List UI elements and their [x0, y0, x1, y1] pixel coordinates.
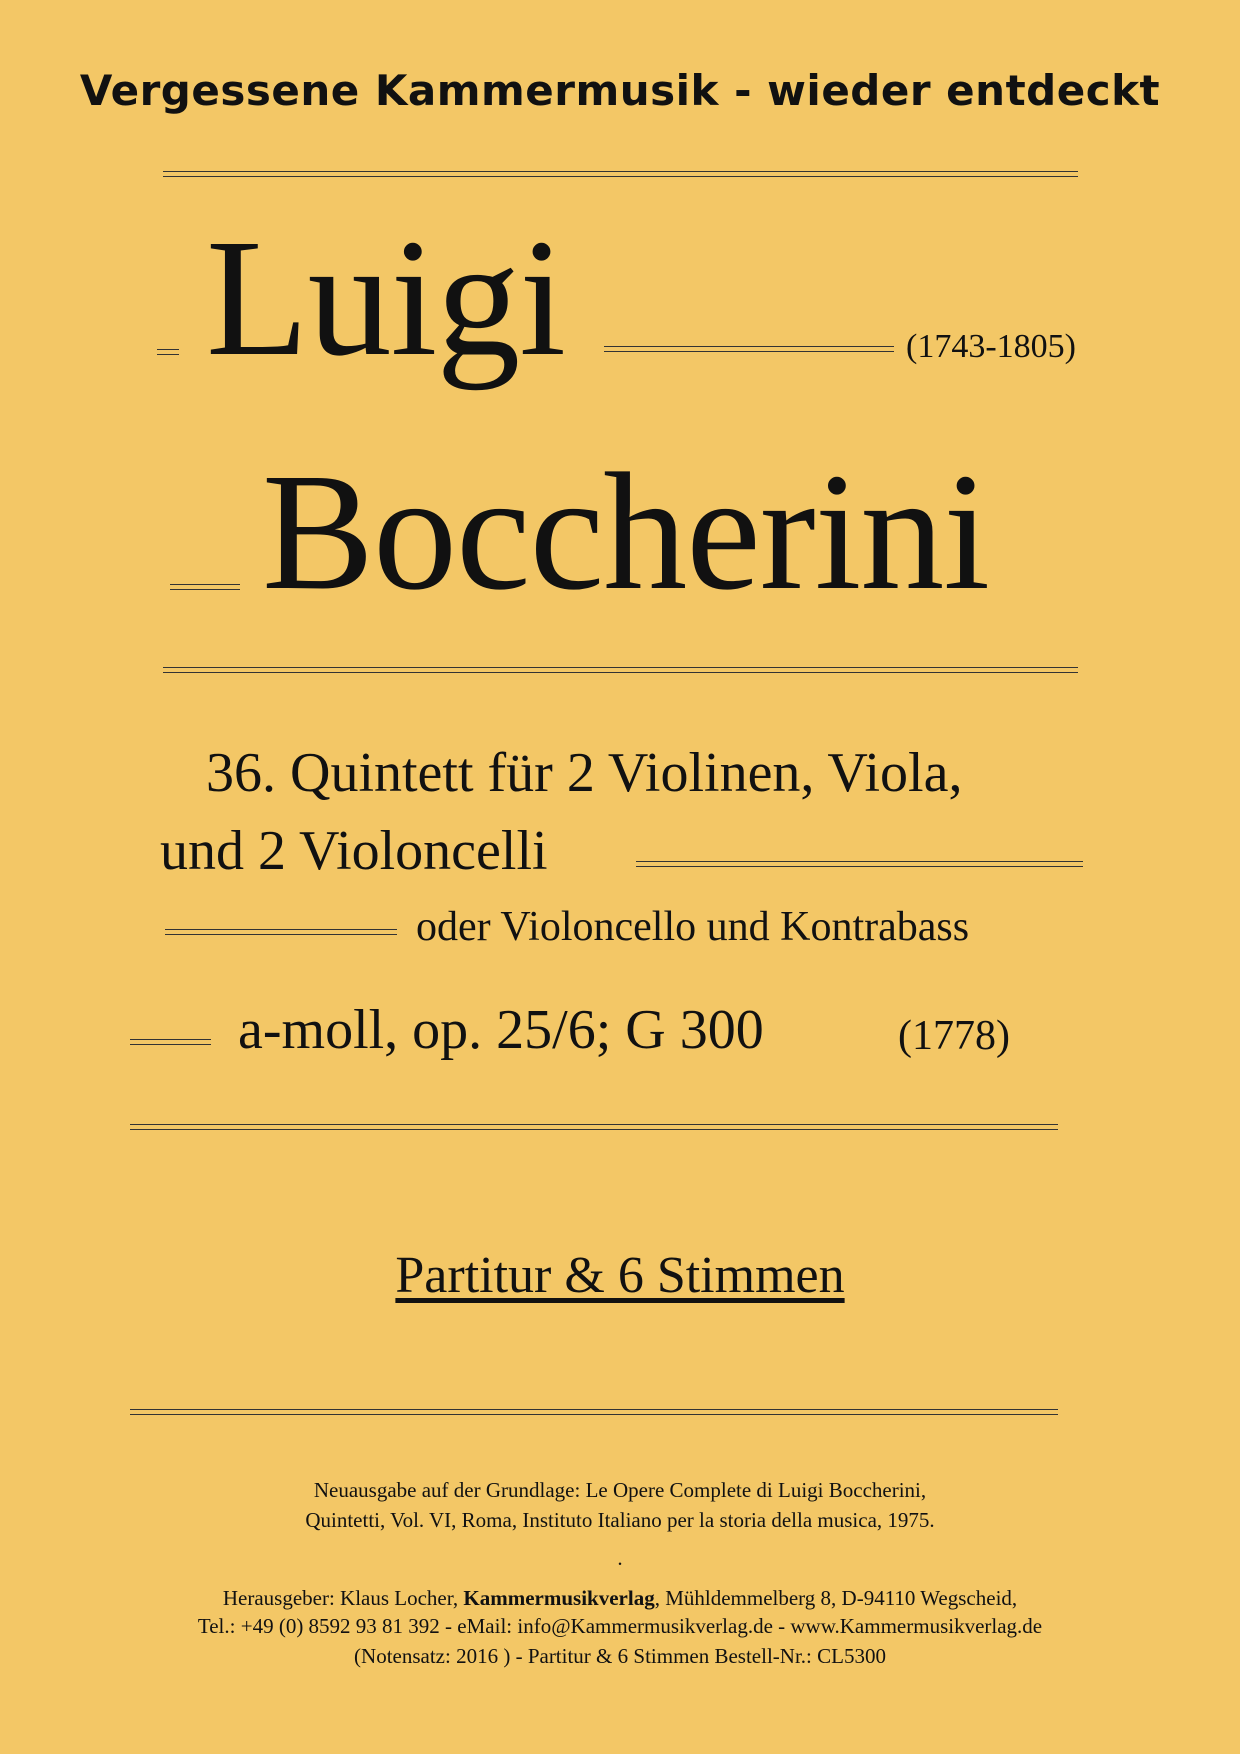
work-title-line-3: oder Violoncello und Kontrabass [416, 904, 970, 950]
work-title-line-1: 36. Quintett für 2 Violinen, Viola, [206, 742, 963, 804]
composer-dates: (1743-1805) [906, 328, 1076, 365]
divider [157, 349, 179, 355]
composer-last-name: Boccherini [262, 439, 990, 625]
publisher-line [0, 1584, 1240, 1612]
publisher-name: Kammermusikverlag [463, 1586, 655, 1610]
divider [130, 1124, 1058, 1130]
divider [130, 1409, 1058, 1415]
edition-label: Partitur & 6 Stimmen [395, 1247, 845, 1304]
source-line-1: Neuausgabe auf der Grundlage: Le Opere Complete di Luigi Boccherini, [313, 1478, 927, 1502]
publisher-address: , Mühldemmelberg 8, D-94110 Wegscheid, [654, 1586, 1018, 1610]
divider [636, 861, 1083, 867]
divider [130, 1039, 211, 1045]
separator-dot: . [617, 1546, 623, 1570]
publisher-label: Herausgeber: Klaus Locher, [222, 1586, 459, 1610]
source-line-2: Quintetti, Vol. VI, Roma, Instituto Italiano per la storia della musica, 1975. [305, 1508, 935, 1532]
composer-first-name: Luigi [206, 205, 565, 391]
series-title: Vergessene Kammermusik - wieder entdeckt [79, 66, 1161, 115]
publisher-contact: Tel.: +49 (0) 8592 93 81 392 - eMail: info@Kammermusikverlag.de - www.Kammermusikverlag.de [197, 1614, 1043, 1638]
divider [163, 667, 1078, 673]
order-info: (Notensatz: 2016 ) - Partitur & 6 Stimmen Bestell-Nr.: CL5300 [354, 1644, 886, 1668]
divider [170, 584, 240, 590]
work-title-line-2: und 2 Violoncelli [160, 820, 548, 882]
work-key-catalog: a-moll, op. 25/6; G 300 [238, 999, 764, 1061]
work-year: (1778) [898, 1013, 1010, 1059]
divider [604, 346, 894, 352]
divider [163, 171, 1078, 177]
divider [165, 929, 397, 935]
